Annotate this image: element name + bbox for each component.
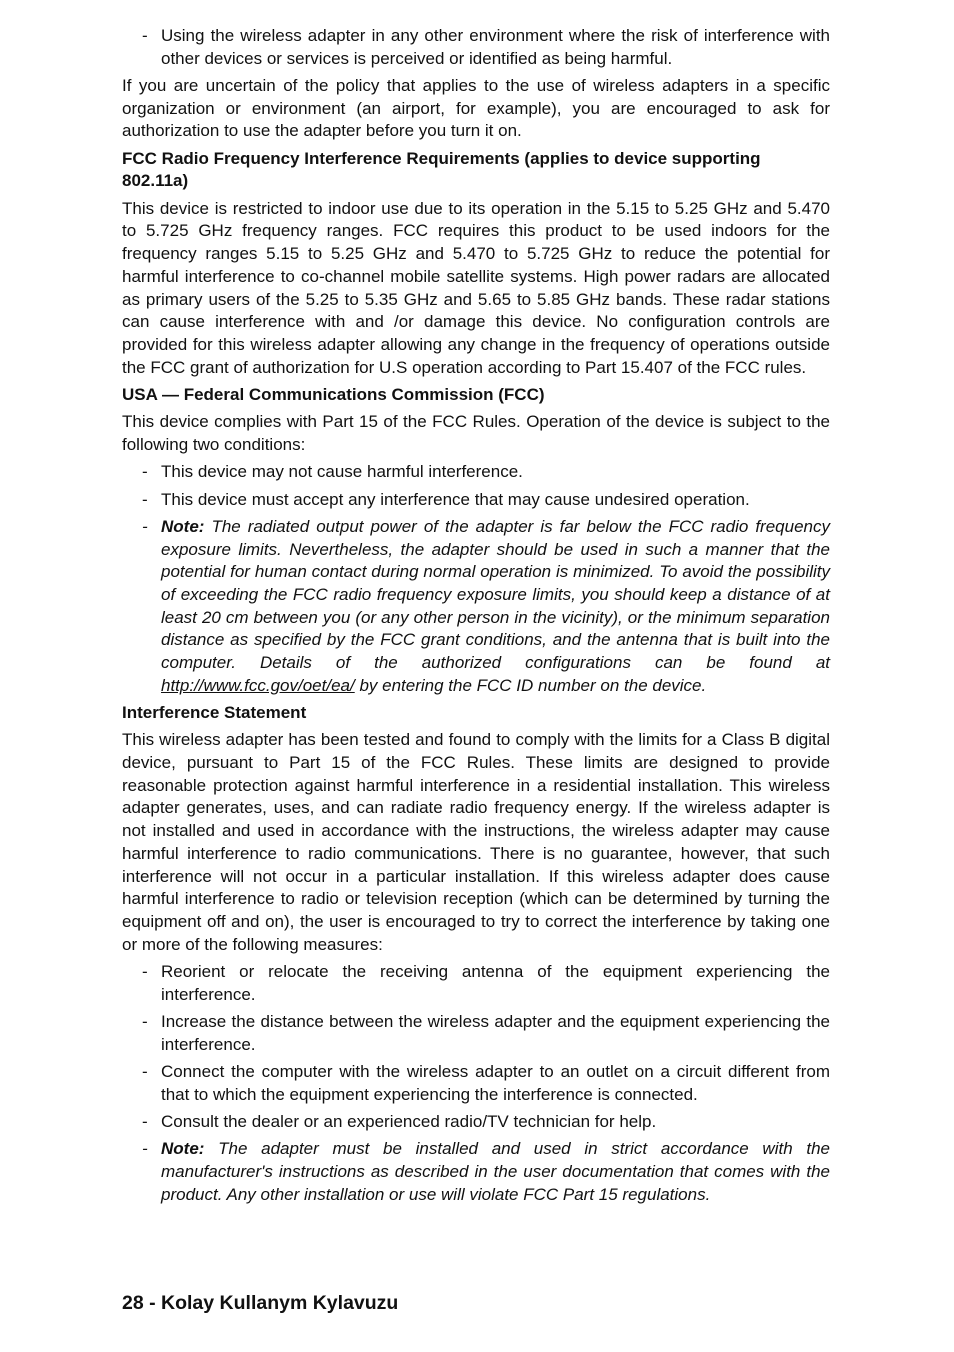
fcc-link[interactable]: http://www.fcc.gov/oet/ea/ [161,675,355,695]
intro-list [122,25,830,70]
fcc-rf-paragraph: This device is restricted to indoor use due to its operation in the 5.15 to 5.25 GHz and 5.470 to 5.725 GHz frequency ranges. FCC requires this product to be used indoors for the frequency ranges 5.15 to 5.25 GHz and 5.470 to 5.725 GHz to reduce the potential for harmful interference to co-channel mobile satellite systems. High power radars are allocated as primary users of the 5.25 to 5.35 GHz and 5.65 to 5.85 GHz bands. These radar stations can cause interference with and /or damage this device. No configuration controls are provided for this wireless adapter allowing any change in the frequency of operations outside the FCC grant of authorization for U.S operation according to Part 15.407 of the FCC rules. [122,198,830,377]
list-item: - Consult the dealer or an experienced radio/TV technician for help. [122,1111,830,1134]
note-text: The radiated output power of the adapter is far below the FCC radio frequency exposure limits. Nevertheless, the adapter should be used in such a manner that the potential for human contact during normal operation is minimized. To avoid the possibility of exceeding the FCC radio frequency exposure limits, you should keep a distance of at least 20 cm between you (or any other person in the vicinity), or the minimum separation distance as specified by the FCC grant conditions, and the antenna that is built into the computer. Details of the authorized configurations can be found at [161,516,830,673]
rf-exposure-note [122,516,830,698]
fcc-rf-heading: FCC Radio Frequency Interference Requirements (applies to device supporting 802.11a) [122,148,761,191]
list-item: - Increase the distance between the wireless adapter and the equipment experiencing the interference. [122,1011,830,1056]
list-item: - Using the wireless adapter in any other environment where the risk of interference with other devices or services is perceived or identified as being harmful. [122,25,830,70]
note-text: The adapter must be installed and used in strict accordance with the manufacturer's instructions as described in the user documentation that comes with the product. Any other installation or use will violate FCC Part 15 regulations. [161,1139,830,1204]
usa-fcc-heading: USA — Federal Communications Commission (FCC) [122,384,545,404]
note-label: Note: [161,516,205,536]
interference-measures-list [122,961,830,1206]
document-page [122,25,830,1211]
list-item: - Reorient or relocate the receiving antenna of the equipment experiencing the interference. [122,961,830,1006]
list-item: - This device must accept any interference that may cause undesired operation. [122,489,830,512]
list-item: - This device may not cause harmful interference. [122,461,830,484]
note-label: Note: [161,1139,205,1159]
installation-note [122,1138,830,1206]
intro-paragraph: If you are uncertain of the policy that applies to the use of wireless adapters in a specific organization or environment (an airport, for example), you are encouraged to ask for authorization to use the adapter before you turn it on. [122,76,830,141]
usa-fcc-paragraph: This device complies with Part 15 of the FCC Rules. Operation of the device is subject to the following two conditions: [122,412,830,454]
usa-fcc-conditions-list [122,461,830,697]
interference-heading: Interference Statement [122,703,307,723]
interference-paragraph: This wireless adapter has been tested and found to comply with the limits for a Class B digital device, pursuant to Part 15 of the FCC Rules. These limits are designed to provide reasonable protection against harmful interference in a residential installation. This wireless adapter generates, uses, and can radiate radio frequency energy. If the wireless adapter is not installed and used in accordance with the instructions, the wireless adapter may cause harmful interference to radio communications. There is no guarantee, however, that such interference will not occur in a particular installation. If this wireless adapter does cause harmful interference to radio or television reception (which can be determined by turning the equipment off and on), the user is encouraged to try to correct the interference by taking one or more of the following measures: [122,730,830,954]
list-item: - Connect the computer with the wireless adapter to an outlet on a circuit different from that to which the equipment experiencing the interference is connected. [122,1061,830,1106]
page-footer: 28 - Kolay Kullanym Kylavuzu [122,1292,399,1314]
note-text-end: by entering the FCC ID number on the device. [354,675,707,695]
